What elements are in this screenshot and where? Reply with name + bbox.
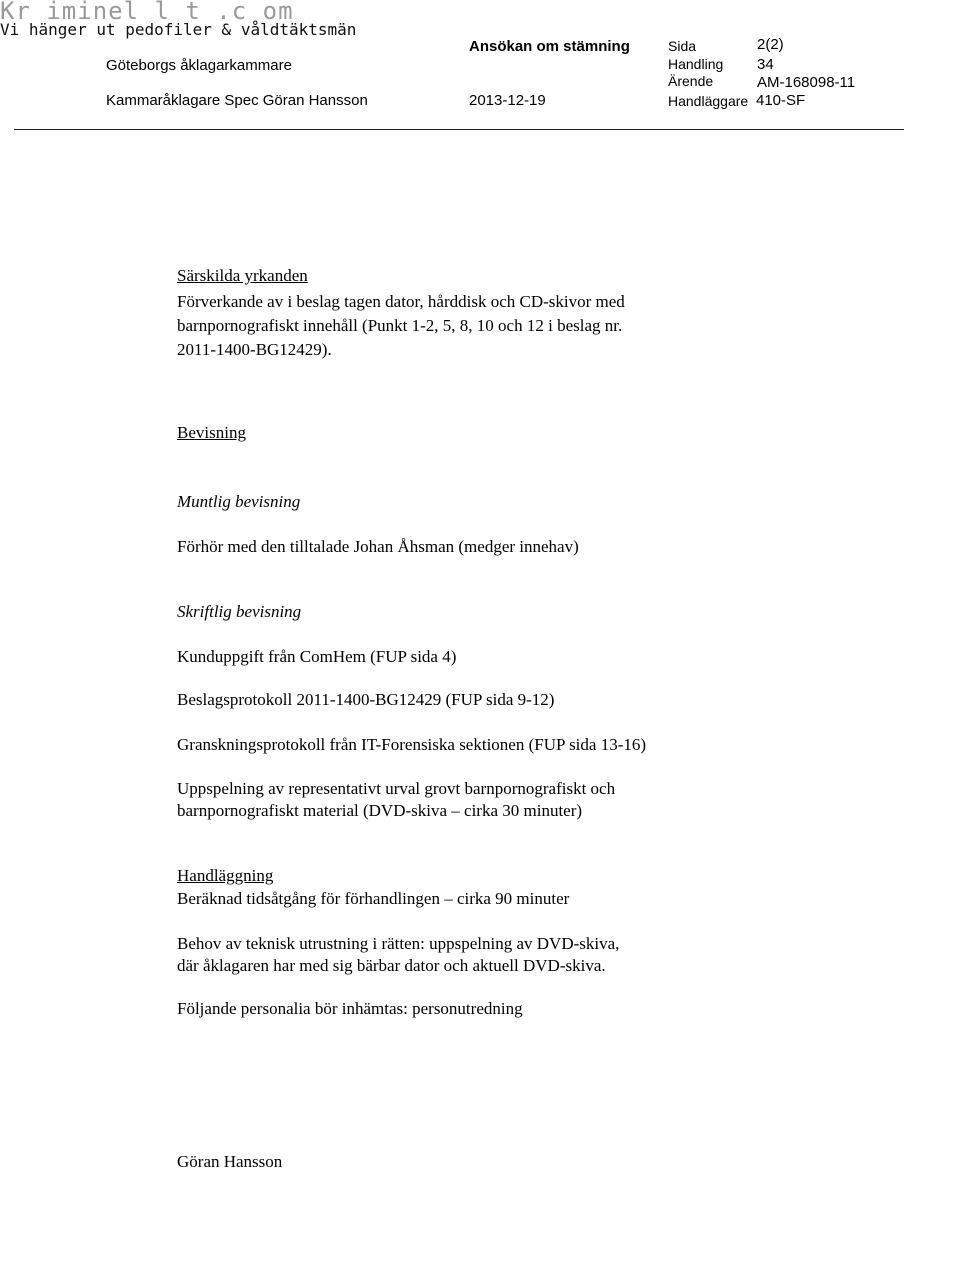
special-claims-heading: Särskilda yrkanden — [177, 266, 308, 285]
written-evidence-heading: Skriftlig bevisning — [177, 602, 302, 621]
meta-label-handler: Handläggare — [668, 93, 749, 109]
oral-evidence-heading: Muntlig bevisning — [177, 492, 301, 511]
written-evidence-item-2: Beslagsprotokoll 2011-1400-BG12429 (FUP sida 9-12) — [177, 690, 555, 709]
written-evidence-item-1: Kunduppgift från ComHem (FUP sida 4) — [177, 647, 457, 666]
playback-evidence-line-2: barnpornografiskt material (DVD-skiva – cirka 30 minuter) — [177, 801, 583, 820]
special-claims-line-1: Förverkande av i beslag tagen dator, hårddisk och CD-skivor med — [177, 292, 625, 311]
document-type: Ansökan om stämning — [469, 38, 630, 55]
document-date: 2013-12-19 — [469, 92, 546, 109]
playback-evidence-line-1: Uppspelning av representativt urval grovt barnpornografiskt och — [177, 779, 616, 798]
meta-label-case: Ärende — [668, 73, 714, 89]
oral-evidence-item: Förhör med den tilltalade Johan Åhsman (medger innehav) — [177, 537, 579, 556]
header-divider — [14, 129, 904, 130]
office-name: Göteborgs åklagarkammare — [106, 57, 292, 74]
prosecutor-name: Kammaråklagare Spec Göran Hansson — [106, 92, 368, 109]
special-claims-line-2: barnpornografiskt innehåll (Punkt 1-2, 5, 8, 10 och 12 i beslag nr. — [177, 316, 623, 335]
signature-name: Göran Hansson — [177, 1152, 283, 1171]
handling-heading: Handläggning — [177, 866, 274, 885]
special-claims-line-3: 2011-1400-BG12429). — [177, 340, 332, 359]
written-evidence-item-3: Granskningsprotokoll från IT-Forensiska sektionen (FUP sida 13-16) — [177, 735, 647, 754]
handling-tech-line-1: Behov av teknisk utrustning i rätten: uppspelning av DVD-skiva, — [177, 934, 620, 953]
meta-value-case: AM-168098-11 — [757, 74, 856, 91]
meta-value-handling: 34 — [757, 56, 774, 73]
meta-label-handling: Handling — [668, 56, 724, 72]
site-tagline: Vi hänger ut pedofiler & våldtäktsmän — [0, 20, 357, 39]
handling-time-estimate: Beräknad tidsåtgång för förhandlingen – cirka 90 minuter — [177, 889, 570, 908]
evidence-heading: Bevisning — [177, 423, 246, 442]
handling-tech-line-2: där åklagaren har med sig bärbar dator och aktuell DVD-skiva. — [177, 956, 606, 975]
meta-label-page: Sida — [668, 38, 697, 54]
site-title: Kr iminel l t .c om — [0, 0, 294, 25]
meta-value-page: 2(2) — [757, 36, 784, 53]
handling-personal-info: Följande personalia bör inhämtas: personutredning — [177, 999, 523, 1018]
meta-value-handler: 410-SF — [756, 92, 806, 109]
